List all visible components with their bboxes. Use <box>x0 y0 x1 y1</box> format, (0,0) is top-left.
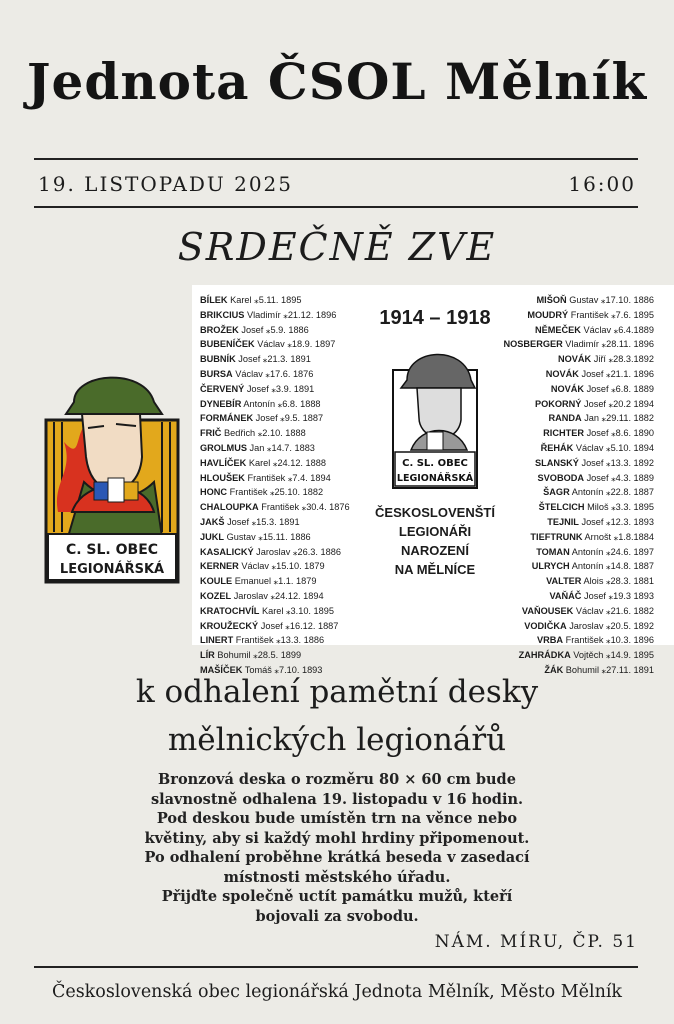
legionnaire-details: Karel ⁎5.11. 1895 <box>230 295 302 305</box>
legionnaire-details: Josef ⁎20.2 1894 <box>584 398 654 409</box>
legionnaire-surname: VAŇÁČ <box>549 590 582 601</box>
footer-divider <box>34 966 638 968</box>
legionnaire-details: Jan ⁎14.7. 1883 <box>249 442 315 453</box>
legionnaire-details: Antonín ⁎14.8. 1887 <box>571 561 654 572</box>
legionnaire-entry <box>200 559 350 574</box>
legionnaire-surname: GROLMUS <box>200 442 247 453</box>
panel-years: 1914 – 1918 <box>379 307 491 329</box>
legionnaire-entry <box>200 397 350 412</box>
legionnaire-details: Jan ⁎29.11. 1882 <box>584 413 654 424</box>
legionnaire-details: Vladimír ⁎21.12. 1896 <box>246 309 337 320</box>
legionnaire-details: Bohumil ⁎27.11. 1891 <box>565 664 654 675</box>
legionnaire-details: Antonín ⁎24.6. 1897 <box>571 546 654 557</box>
body-text <box>90 770 584 926</box>
legionnaire-entry <box>504 589 654 604</box>
legionnaire-entry <box>200 515 350 530</box>
emblem-line2: LEGIONÁŘSKÁ <box>59 562 165 577</box>
legionnaire-details: Václav ⁎15.10. 1879 <box>241 561 325 572</box>
invite-heading: SRDEČNĚ ZVE <box>177 225 497 269</box>
legionnaire-surname: HAVLÍČEK <box>200 457 247 468</box>
legionnaire-details: Josef ⁎3.9. 1891 <box>246 383 315 394</box>
page-title: Jednota ČSOL Mělník <box>26 52 648 111</box>
legion-emblem-icon <box>44 362 180 584</box>
caption-line: LEGIONÁŘI <box>398 524 472 539</box>
legionnaire-surname: KROUŽECKÝ <box>200 620 259 631</box>
legionnaire-details: František ⁎13.3. 1886 <box>235 635 325 646</box>
legionnaire-surname: BÍLEK <box>200 295 228 305</box>
legionnaire-surname: BURSA <box>200 368 233 379</box>
legionnaire-entry <box>200 352 350 367</box>
legionnaire-surname: KOULE <box>200 576 233 587</box>
headline <box>0 668 674 764</box>
legionnaire-surname: LÍR <box>200 650 215 661</box>
body-line: slavnostně odhalena 19. listopadu v 16 hodin. <box>150 790 524 808</box>
legionnaire-entry <box>504 456 654 471</box>
legionnaires-list-left <box>200 293 350 678</box>
legionnaire-details: Josef ⁎4.3. 1889 <box>586 472 654 483</box>
legionnaire-surname: SLANSKÝ <box>535 457 579 468</box>
legionnaire-entry <box>200 500 350 515</box>
body-line: Pod deskou bude umístěn trn na věnce nebo <box>156 810 518 827</box>
panel-emblem-line2: LEGIONÁŘSKÁ <box>396 473 474 484</box>
legionnaire-surname: HLOUŠEK <box>200 472 245 483</box>
legionnaire-surname: TIEFTRUNK <box>530 531 583 542</box>
event-date: 19. LISTOPADU 2025 <box>38 172 293 196</box>
legionnaires-panel <box>192 285 674 675</box>
legionnaire-entry <box>504 485 654 500</box>
legionnaire-surname: RANDA <box>548 413 582 424</box>
legionnaire-details: Bohumil ⁎28.5. 1899 <box>217 650 302 661</box>
legionnaire-entry <box>504 411 654 426</box>
footer-organizers: Československá obec legionářská Jednota Mělník, Město Mělník <box>51 982 623 1002</box>
body-line: Přijďte společně uctít památku mužů, kteří <box>161 888 513 905</box>
legionnaire-details: Antonín ⁎22.8. 1887 <box>571 487 654 498</box>
legionnaire-details: Alois ⁎28.3. 1881 <box>583 576 654 587</box>
legionnaire-details: Josef ⁎12.3. 1893 <box>581 516 654 527</box>
legionnaire-details: Gustav ⁎15.11. 1886 <box>226 531 311 542</box>
legionnaire-entry <box>504 293 654 308</box>
legionnaire-entry <box>200 648 350 663</box>
legionnaire-details: František ⁎10.3. 1896 <box>565 635 654 646</box>
emblem-line1: C. SL. OBEC <box>65 542 159 558</box>
legionnaire-surname: HONC <box>200 487 228 498</box>
legionnaire-details: Josef ⁎8.6. 1890 <box>586 428 654 439</box>
legionnaire-details: Vladimír ⁎28.11. 1896 <box>565 339 654 350</box>
body-line: květiny, aby si každý mohl hrdiny připomenout. <box>144 829 530 847</box>
legionnaire-details: Josef ⁎5.9. 1886 <box>241 324 309 335</box>
legionnaire-entry <box>504 352 654 367</box>
legionnaire-entry <box>504 471 654 486</box>
legionnaire-surname: POKORNÝ <box>534 398 582 409</box>
date-divider <box>34 206 638 208</box>
legionnaire-surname: KERNER <box>200 561 239 572</box>
legionnaire-surname: FRIČ <box>200 428 222 439</box>
legionnaire-entry <box>504 441 654 456</box>
legionnaire-entry <box>200 426 350 441</box>
body-line: Bronzová deska o rozměru 80 × 60 cm bude <box>158 771 516 788</box>
legionnaire-entry <box>200 574 350 589</box>
legionnaire-surname: BROŽEK <box>200 324 239 335</box>
legionnaire-details: Josef ⁎6.8. 1889 <box>586 383 654 394</box>
legionnaire-surname: KASALICKÝ <box>200 546 254 557</box>
caption-line: NAROZENÍ <box>401 543 469 558</box>
legionnaire-surname: JAKŠ <box>200 516 225 527</box>
legionnaires-list-right <box>504 293 654 678</box>
legionnaire-entry <box>504 500 654 515</box>
legionnaire-surname: CHALOUPKA <box>200 502 259 513</box>
legionnaire-entry <box>200 633 350 648</box>
panel-caption <box>352 503 518 579</box>
event-time: 16:00 <box>568 172 636 196</box>
legion-emblem-bw-icon <box>387 340 483 490</box>
legionnaire-details: Václav ⁎6.4.1889 <box>583 324 654 335</box>
legionnaire-entry <box>200 382 350 397</box>
legionnaire-entry <box>200 604 350 619</box>
legionnaire-surname: VRBA <box>537 635 564 646</box>
legionnaire-entry <box>504 619 654 634</box>
legionnaire-surname: KRATOCHVÍL <box>200 605 260 616</box>
headline-line: mělnických legionářů <box>167 722 507 758</box>
legionnaire-surname: LINERT <box>200 635 234 646</box>
legionnaire-surname: ŽÁK <box>544 664 564 675</box>
legionnaire-details: Gustav ⁎17.10. 1886 <box>569 295 654 305</box>
legionnaire-details: Václav ⁎18.9. 1897 <box>257 339 336 350</box>
legionnaire-surname: MOUDRÝ <box>527 309 569 320</box>
legionnaire-entry <box>200 308 350 323</box>
legionnaire-details: Tomáš ⁎7.10. 1893 <box>244 664 323 675</box>
legionnaire-entry <box>200 545 350 560</box>
legionnaire-entry <box>504 382 654 397</box>
legionnaire-entry <box>200 323 350 338</box>
legionnaire-entry <box>504 397 654 412</box>
address: NÁM. MÍRU, ČP. 51 <box>434 932 638 952</box>
legionnaire-surname: TOMAN <box>536 546 570 557</box>
legionnaire-entry <box>200 456 350 471</box>
legionnaire-surname: VODIČKA <box>524 620 567 631</box>
legionnaire-details: Josef ⁎21.3. 1891 <box>238 354 311 365</box>
legionnaire-entry <box>504 545 654 560</box>
legionnaire-entry <box>200 411 350 426</box>
legionnaire-surname: VAŇOUSEK <box>521 605 574 616</box>
legionnaire-details: Václav ⁎5.10. 1894 <box>575 442 654 453</box>
body-line: místnosti městského úřadu. <box>223 868 451 886</box>
top-divider <box>34 158 638 160</box>
legionnaire-surname: NOSBERGER <box>503 339 563 350</box>
panel-emblem-line1: C. SL. OBEC <box>402 458 468 469</box>
legionnaire-details: Josef ⁎21.1. 1896 <box>581 368 654 379</box>
legionnaire-details: Jiří ⁎28.3.1892 <box>593 354 654 365</box>
legionnaire-surname: MAŠÍČEK <box>200 664 243 675</box>
legionnaire-details: Karel ⁎3.10. 1895 <box>261 605 334 616</box>
legionnaire-details: Jaroslav ⁎20.5. 1892 <box>569 620 654 631</box>
legionnaire-entry <box>200 337 350 352</box>
legionnaire-entry <box>200 589 350 604</box>
caption-line: ČESKOSLOVENŠTÍ <box>375 505 495 520</box>
legionnaire-details: František ⁎7.6. 1895 <box>570 309 654 320</box>
legionnaire-surname: NOVÁK <box>545 368 579 379</box>
legionnaire-surname: VALTER <box>546 576 582 587</box>
headline-line: k odhalení pamětní desky <box>135 674 539 710</box>
legionnaire-details: Václav ⁎17.6. 1876 <box>235 368 314 379</box>
legionnaire-details: František ⁎7.4. 1894 <box>247 472 331 483</box>
legionnaire-surname: BRIKCIUS <box>200 309 245 320</box>
legionnaire-entry <box>504 559 654 574</box>
body-line: Po odhalení proběhne krátká beseda v zasedací <box>144 849 530 866</box>
legionnaire-entry <box>504 323 654 338</box>
legionnaire-details: Josef ⁎19.3 1893 <box>584 590 654 601</box>
legionnaire-entry <box>200 530 350 545</box>
legionnaire-surname: DYNEBÍR <box>200 398 242 409</box>
legionnaire-entry <box>200 485 350 500</box>
legionnaire-details: František ⁎30.4. 1876 <box>261 502 350 513</box>
legionnaire-surname: ČERVENÝ <box>200 383 245 394</box>
legionnaire-surname: ŠAGR <box>543 487 570 498</box>
legionnaire-details: Josef ⁎13.3. 1892 <box>581 457 654 468</box>
legionnaire-entry <box>504 426 654 441</box>
legionnaire-details: Jaroslav ⁎26.3. 1886 <box>256 546 341 557</box>
legionnaire-entry <box>200 441 350 456</box>
legionnaire-surname: NĚMEČEK <box>534 324 581 335</box>
legionnaire-entry <box>504 530 654 545</box>
caption-line: NA MĚLNÍCE <box>394 562 476 577</box>
legionnaire-surname: SVOBODA <box>537 472 585 483</box>
legionnaire-entry <box>200 619 350 634</box>
legionnaire-surname: ŠTELCICH <box>538 502 585 513</box>
legionnaire-surname: ULRYCH <box>531 561 570 572</box>
legionnaire-surname: FORMÁNEK <box>200 413 254 424</box>
legionnaire-details: Miloš ⁎3.3. 1895 <box>587 502 654 513</box>
legionnaire-details: Josef ⁎16.12. 1887 <box>260 620 339 631</box>
legionnaire-surname: JUKL <box>200 531 224 542</box>
legionnaire-entry <box>200 367 350 382</box>
legionnaire-surname: KOZEL <box>200 590 232 601</box>
legionnaire-entry <box>504 604 654 619</box>
legionnaire-details: Josef ⁎15.3. 1891 <box>227 516 300 527</box>
legionnaire-surname: BUBNÍK <box>200 354 236 365</box>
legionnaire-details: Emanuel ⁎1.1. 1879 <box>234 576 317 587</box>
legionnaire-details: Vojtěch ⁎14.9. 1895 <box>573 650 654 661</box>
legionnaire-surname: MIŠOŇ <box>536 295 567 305</box>
legionnaire-surname: TEJNIL <box>547 516 579 527</box>
legionnaire-details: Jaroslav ⁎24.12. 1894 <box>233 590 324 601</box>
legionnaire-surname: ZAHRÁDKA <box>518 650 571 661</box>
legionnaire-entry <box>504 515 654 530</box>
legionnaire-surname: NOVÁK <box>557 354 592 365</box>
body-line: bojovali za svobodu. <box>255 907 419 925</box>
legionnaire-entry <box>504 367 654 382</box>
legionnaire-entry <box>200 471 350 486</box>
legionnaire-surname: NOVÁK <box>550 383 585 394</box>
legionnaire-details: Karel ⁎24.12. 1888 <box>248 457 326 468</box>
legionnaire-entry <box>504 648 654 663</box>
legionnaire-entry <box>504 574 654 589</box>
legionnaire-entry <box>200 293 350 308</box>
legionnaire-details: Arnošt ⁎1.8.1884 <box>584 531 654 542</box>
legionnaire-entry <box>504 308 654 323</box>
legionnaire-details: František ⁎25.10. 1882 <box>229 487 324 498</box>
legionnaire-surname: BUBENÍČEK <box>200 339 255 350</box>
legionnaire-details: Bedřich ⁎2.10. 1888 <box>224 428 306 439</box>
legionnaire-surname: RICHTER <box>543 428 585 439</box>
legionnaire-details: Josef ⁎9.5. 1887 <box>255 413 324 424</box>
legionnaire-details: Antonín ⁎6.8. 1888 <box>243 398 321 409</box>
legionnaire-entry <box>504 633 654 648</box>
legionnaire-details: Václav ⁎21.6. 1882 <box>575 605 654 616</box>
legionnaire-surname: ŘEHÁK <box>540 442 574 453</box>
legionnaire-entry <box>504 337 654 352</box>
